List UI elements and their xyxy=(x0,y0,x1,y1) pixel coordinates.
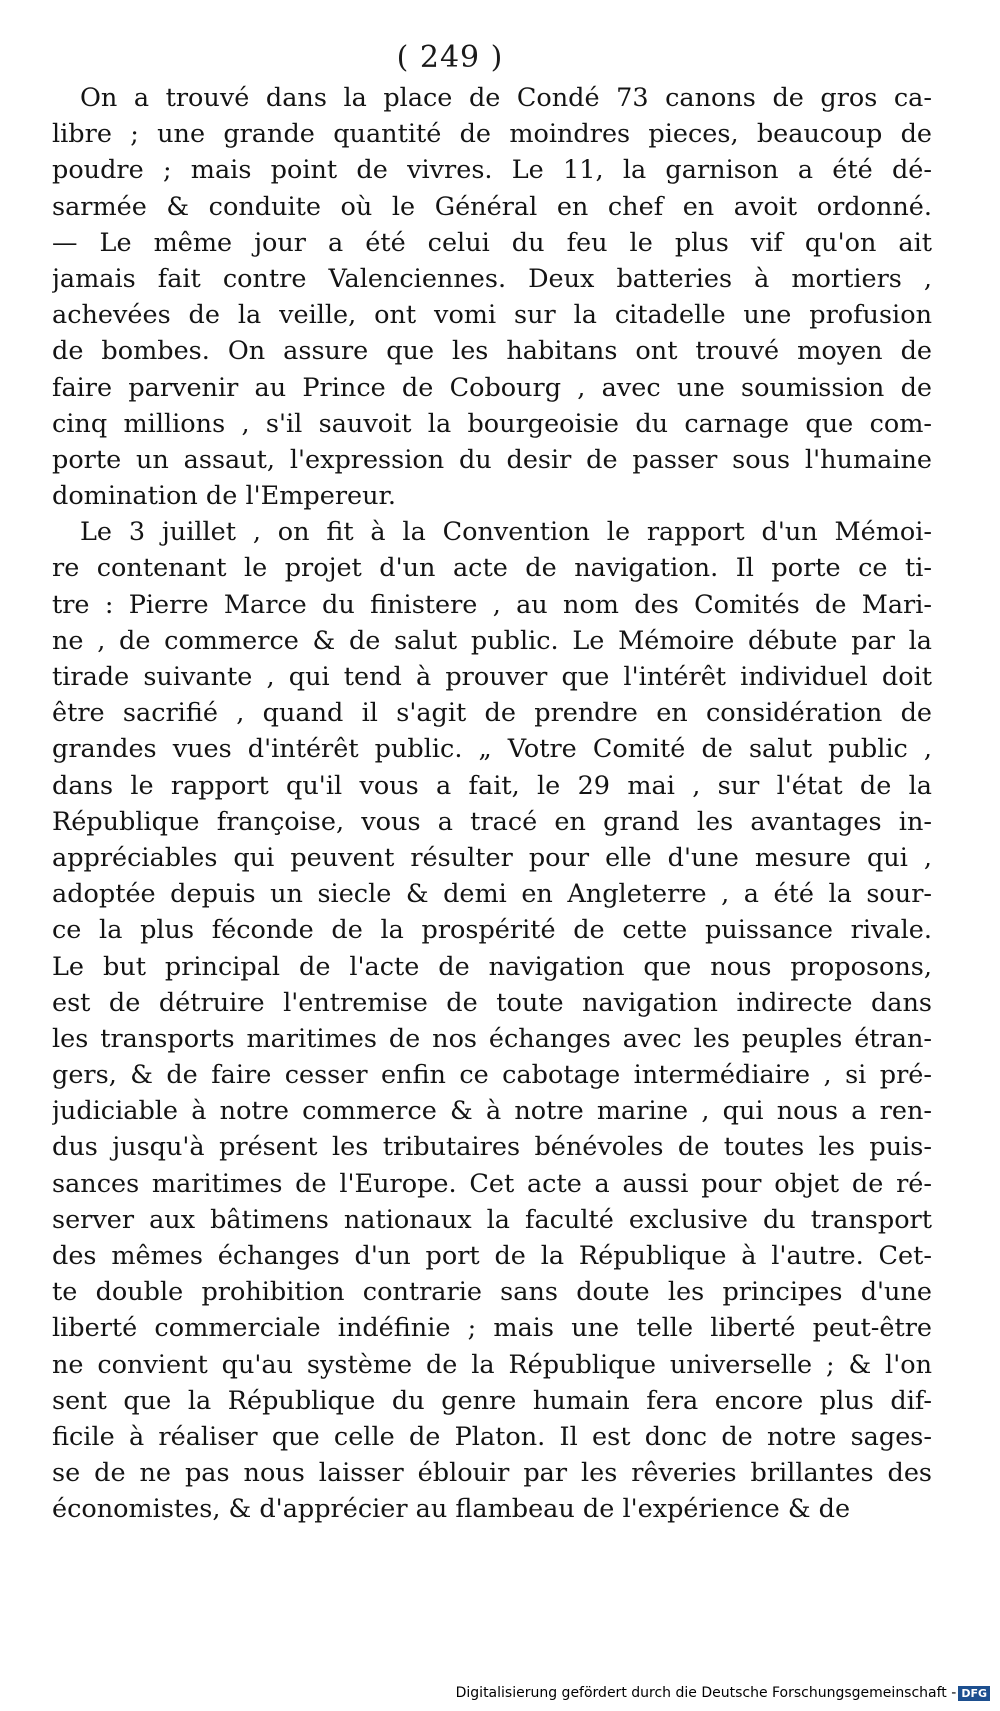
text-line: des mêmes échanges d'un port de la République à l'autre. Cet- xyxy=(52,1241,932,1271)
text-line: te double prohibition contrarie sans doute les principes d'une xyxy=(52,1277,932,1308)
text-line: les transports maritimes de nos échanges avec les peuples étran- xyxy=(52,1023,932,1054)
text-line: grandes vues d'intérêt public. „ Votre Comité de salut public , xyxy=(52,734,932,765)
page-number: ( 249 ) xyxy=(396,40,504,75)
text-line: Le 3 juillet , on fit à la Convention le rapport d'un Mémoi- xyxy=(80,517,932,548)
text-line: sances maritimes de l'Europe. Cet acte a aussi pour objet de ré- xyxy=(52,1168,932,1199)
digitization-credit xyxy=(0,1685,990,1701)
text-line: adoptée depuis un siecle & demi en Angleterre , a été la sour- xyxy=(52,879,932,910)
text-line: économistes, & d'apprécier au flambeau de l'expérience & de xyxy=(52,1494,851,1525)
text-line: tirade suivante , qui tend à prouver que l'intérêt individuel doit xyxy=(52,662,932,692)
text-line: poudre ; mais point de vivres. Le 11, la garnison a été dé- xyxy=(52,155,932,186)
text-line: ne convient qu'au système de la République universelle ; & l'on xyxy=(52,1349,932,1380)
text-line: gers, & de faire cesser enfin ce cabotage intermédiaire , si pré- xyxy=(52,1060,932,1091)
text-line: est de détruire l'entremise de toute navigation indirecte dans xyxy=(52,987,932,1018)
text-line: server aux bâtimens nationaux la faculté exclusive du transport xyxy=(52,1204,932,1235)
text-line: faire parvenir au Prince de Cobourg , avec une soumission de xyxy=(52,372,932,403)
text-line: dans le rapport qu'il vous a fait, le 29 mai , sur l'état de la xyxy=(52,770,932,801)
text-line: On a trouvé dans la place de Condé 73 canons de gros ca- xyxy=(80,83,932,113)
text-line: jamais fait contre Valenciennes. Deux batteries à mortiers , xyxy=(52,263,932,294)
text-line: re contenant le projet d'un acte de navigation. Il porte ce ti- xyxy=(52,553,932,584)
text-line: République françoise, vous a tracé en grand les avantages in- xyxy=(52,806,932,837)
text-line: ficile à réaliser que celle de Platon. Il est donc de notre sages- xyxy=(52,1421,932,1452)
text-line: libre ; une grande quantité de moindres pieces, beaucoup de xyxy=(52,119,932,150)
text-line: domination de l'Empereur. xyxy=(52,481,397,512)
text-line: tre : Pierre Marce du finistere , au nom des Comités de Mari- xyxy=(52,589,932,620)
text-line: — Le même jour a été celui du feu le plus vif qu'on ait xyxy=(52,227,932,258)
text-line: sent que la République du genre humain fera encore plus dif- xyxy=(52,1385,932,1416)
body-text xyxy=(52,80,932,1528)
text-line: ne , de commerce & de salut public. Le Mémoire débute par la xyxy=(52,625,932,656)
text-line: se de ne pas nous laisser éblouir par les rêveries brillantes des xyxy=(52,1458,932,1489)
text-line: appréciables qui peuvent résulter pour elle d'une mesure qui , xyxy=(52,842,932,873)
text-line: achevées de la veille, ont vomi sur la citadelle une profusion xyxy=(52,300,932,331)
text-line: porte un assaut, l'expression du desir de passer sous l'humaine xyxy=(52,444,932,475)
text-line: ce la plus féconde de la prospérité de cette puissance rivale. xyxy=(52,915,932,946)
text-line: dus jusqu'à présent les tributaires bénévoles de toutes les puis- xyxy=(52,1132,932,1163)
text-line: liberté commerciale indéfinie ; mais une telle liberté peut-être xyxy=(52,1313,932,1344)
text-line: sarmée & conduite où le Général en chef en avoit ordonné. xyxy=(52,191,932,222)
text-line: Le but principal de l'acte de navigation que nous proposons, xyxy=(52,951,932,982)
footer-text: Digitalisierung gefördert durch die Deutsche Forschungsgemeinschaft - xyxy=(455,1685,957,1701)
text-line: de bombes. On assure que les habitans ont trouvé moyen de xyxy=(52,336,932,367)
dfg-logo: DFG xyxy=(958,1686,990,1701)
text-line: être sacrifié , quand il s'agit de prendre en considération de xyxy=(52,698,932,729)
text-line: cinq millions , s'il sauvoit la bourgeoisie du carnage que com- xyxy=(52,408,932,439)
text-line: judiciable à notre commerce & à notre marine , qui nous a ren- xyxy=(52,1096,932,1127)
